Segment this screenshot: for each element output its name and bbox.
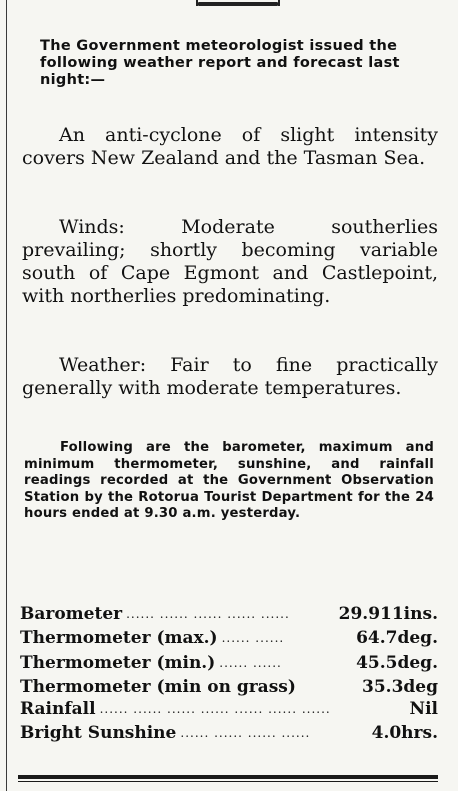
leader-dots: ...... ......: [219, 655, 282, 670]
forecast-paragraph-winds: Winds: Moderate southerlies prevailing; shortly becoming variable south of Cape Egmont and Castlepoint, with northerlies predominating.: [22, 216, 438, 307]
reading-label: Barometer: [20, 604, 123, 624]
readings-note: Following are the barometer, maximum and minimum thermometer, sunshine, and rainfall readings recorded at the Government Observation Station by the Rotorua Tourist Department for the 24 hours ended at 9.30 a.m. yesterday.: [24, 440, 434, 522]
reading-label: Bright Sunshine: [20, 723, 177, 744]
reading-row-thermometer-min: [20, 653, 438, 677]
reading-row-sunshine: [20, 723, 438, 747]
reading-value: 4.0hrs.: [371, 723, 438, 744]
forecast-paragraph-weather: Weather: Fair to fine practically generally with moderate temperatures.: [22, 354, 438, 399]
reading-value: Nil: [409, 698, 438, 719]
readings-table: [20, 604, 438, 747]
bottom-divider: [18, 775, 438, 779]
leader-dots: ...... ......: [221, 631, 285, 646]
reading-label: Rainfall: [20, 698, 96, 719]
reading-value: 35.3deg: [362, 677, 438, 698]
reading-row-thermometer-grass: [20, 677, 438, 698]
reading-label: Thermometer (min on grass): [20, 677, 296, 698]
leader-dots: ...... ...... ...... ...... ......: [126, 607, 290, 621]
leader-dots: ...... ...... ...... ......: [180, 726, 311, 741]
report-intro: The Government meteorologist issued the following weather report and forecast last night:—: [40, 38, 400, 88]
reading-value: 29.911ins.: [338, 604, 438, 624]
column-rule: [6, 0, 7, 791]
reading-row-rainfall: [20, 699, 438, 723]
reading-value: 45.5deg.: [356, 652, 438, 673]
reading-label: Thermometer (max.): [20, 628, 218, 649]
leader-dots: ...... ...... ...... ...... ...... ...... ......: [99, 701, 331, 716]
reading-row-thermometer-max: [20, 628, 438, 652]
top-divider: [198, 2, 278, 6]
forecast-paragraph-anticyclone: An anti-cyclone of slight intensity covers New Zealand and the Tasman Sea.: [22, 124, 438, 169]
reading-value: 64.7deg.: [356, 628, 438, 649]
reading-label: Thermometer (min.): [20, 652, 216, 673]
reading-row-barometer: [20, 604, 438, 628]
